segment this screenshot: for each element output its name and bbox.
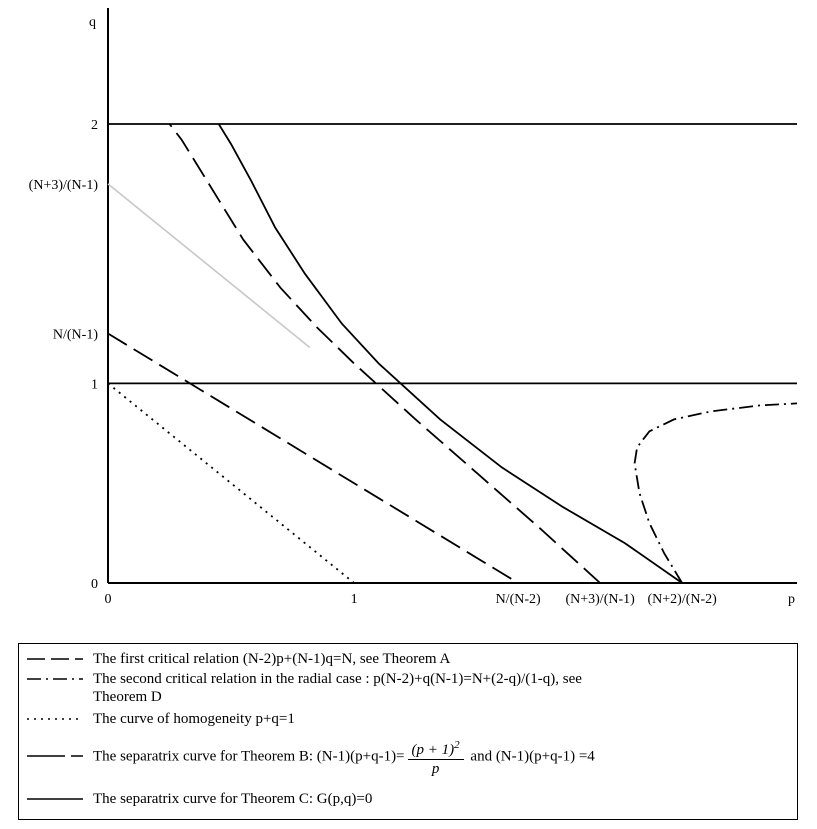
dotted-sample-icon (27, 714, 83, 724)
fraction-denominator: p (431, 761, 440, 777)
series-layer (108, 124, 797, 583)
x-tick-label: N/(N-2) (495, 592, 541, 607)
dash-solid-sample-icon (27, 751, 83, 761)
series-line-3 (170, 124, 601, 583)
legend-text: The first critical relation (N-2)p+(N-1)q=N, see Theorem A (93, 651, 451, 667)
legend-text: The separatrix curve for Theorem B: (N-1)(p+q-1)= (93, 748, 405, 765)
legend-text: The separatrix curve for Theorem C: G(p,q)=0 (93, 791, 373, 807)
series-line-2 (108, 383, 354, 583)
y-tick-label: (N+3)/(N-1) (28, 177, 98, 193)
tick-labels (29, 118, 717, 607)
series-line-5 (219, 124, 682, 583)
legend-text: and (N-1)(p+q-1) =4 (466, 748, 595, 765)
solid-sample-icon (27, 794, 83, 804)
x-tick-label: (N+3)/(N-1) (565, 592, 635, 607)
axes (108, 8, 797, 583)
long-dash-sample-icon (27, 654, 83, 664)
y-tick-label: 2 (91, 118, 98, 133)
legend-text: Theorem D (93, 689, 162, 705)
legend-item-separatrix-b (19, 734, 797, 778)
legend-text: The curve of homogeneity p+q=1 (93, 711, 295, 727)
x-axis-label: p (788, 592, 795, 607)
x-tick-label: 0 (104, 592, 112, 607)
y-tick-label: 0 (91, 577, 98, 592)
y-axis-label: q (89, 15, 96, 30)
series-line-1 (635, 403, 797, 583)
x-tick-label: (N+2)/(N-2) (647, 592, 717, 607)
y-tick-label: N/(N-1) (52, 327, 98, 343)
fraction (408, 736, 464, 778)
series-line-4 (108, 184, 310, 348)
x-tick-label: 1 (350, 592, 358, 607)
y-tick-label: 1 (91, 377, 98, 393)
fraction-numerator: (p + 1) (411, 742, 455, 758)
legend-text: The second critical relation in the radial case : p(N-2)+q(N-1)=N+(2-q)/(1-q), see (93, 671, 582, 687)
legend (18, 643, 798, 820)
series-line-0 (108, 334, 518, 584)
fraction-exponent: 2 (454, 739, 460, 751)
dash-dot-sample-icon (27, 674, 83, 684)
